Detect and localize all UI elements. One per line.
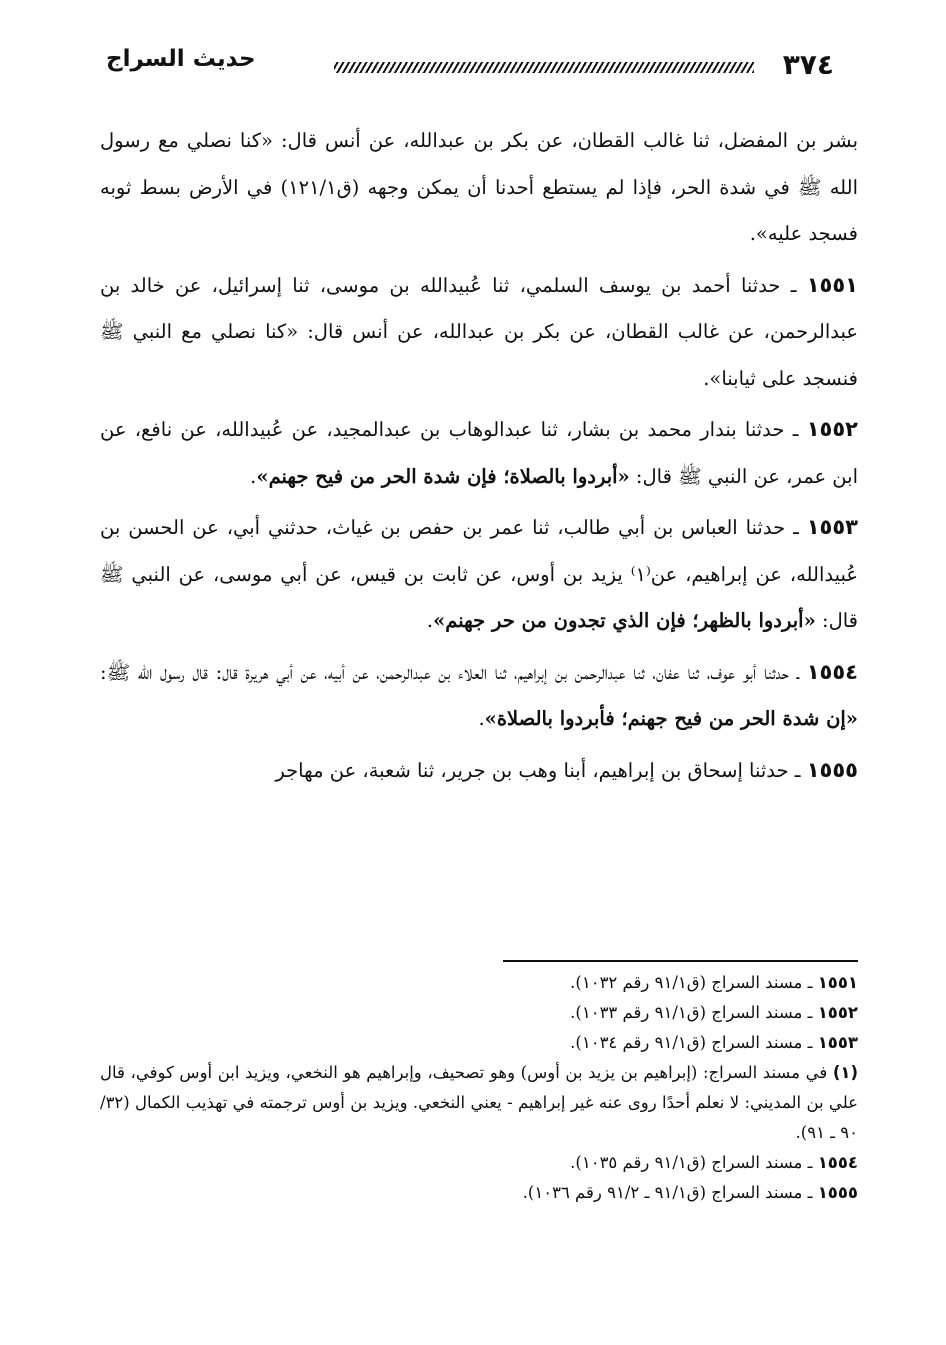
footnote-1551 [100, 968, 858, 998]
footnote-text: في مسند السراج: (إبراهيم بن يزيد بن أوس) وهو تصحيف، وإبراهيم هو النخعي، ويزيد ابن أوس كوفي، قال علي بن المديني: لا نعلم أحدًا روى عنه غير إبراهيم - يعني النخعي. ويزيد بن أوس ترجمته في تهذيب الكمال (٣٢/ ٩٠ ـ ٩١). [100, 1063, 858, 1142]
paragraph-text: . [478, 707, 485, 730]
hadith-1554 [100, 649, 858, 743]
footnote-1553 [100, 1028, 858, 1058]
footnote-text: ـ مسند السراج (ق٩١/١ ـ ٩١/٢ رقم ١٠٣٦). [522, 1183, 818, 1202]
footnote-1552 [100, 998, 858, 1028]
header-ornament [334, 62, 754, 73]
page-number: ٣٧٤ [782, 48, 834, 81]
hadith-number: ١٥٥٥ [806, 757, 858, 782]
paragraph-text: ـ حدثنا إسحاق بن إبراهيم، أبنا وهب بن جرير، ثنا شعبة، عن مهاجر [275, 758, 807, 782]
footnote-1554 [100, 1148, 858, 1178]
main-text [100, 118, 858, 798]
footnote-1 [100, 1058, 858, 1148]
footnote-number: ١٥٥٣ [817, 1033, 858, 1052]
paragraph-text: ـ حدثنا بندار محمد بن بشار، ثنا عبدالوهاب بن عبدالمجيد، عن عُبيدالله، عن نافع، عن ابن عمر، عن النبي ﷺ قال: [100, 418, 858, 488]
hadith-number: ١٥٥٣ [806, 515, 858, 539]
running-title: حديث السراج [106, 46, 256, 72]
paragraph-text: . [250, 464, 257, 488]
footnote-text: ـ مسند السراج (ق٩١/١ رقم ١٠٣٤). [570, 1033, 818, 1052]
footnote-text: ـ مسند السراج (ق٩١/١ رقم ١٠٣٢). [570, 973, 818, 992]
hadith-matn-bold: «إن شدة الحر من فيح جهنم؛ فأبردوا بالصلاة» [484, 707, 858, 730]
footnote-number: ١٥٥١ [817, 973, 858, 992]
footnote-number: (١) [832, 1063, 858, 1082]
hadith-1552 [100, 406, 858, 500]
hadith-1551 [100, 262, 858, 403]
paragraph-text: ـ حدثنا أحمد بن يوسف السلمي، ثنا عُبيدالله بن موسى، ثنا إسرائيل، عن خالد بن عبدالرحمن، عن غالب القطان، عن بكر بن عبدالله، عن أنس قال: «كنا نصلي مع النبي ﷺ فنسجد على ثيابنا». [100, 273, 858, 390]
hadith-matn-bold: «أبردوا بالظهر؛ فإن الذي تجدون من حر جهنم» [433, 609, 816, 632]
footnote-1555 [100, 1178, 858, 1208]
footnote-separator [503, 960, 858, 962]
hadith-1555 [100, 747, 858, 795]
footnote-number: ١٥٥٤ [817, 1153, 858, 1172]
footnote-text: ـ مسند السراج (ق٩١/١ رقم ١٠٣٥). [570, 1153, 818, 1172]
hadith-matn-bold: «أبردوا بالصلاة؛ فإن شدة الحر من فيح جهنم» [256, 464, 630, 488]
footnote-number: ١٥٥٥ [817, 1183, 858, 1202]
footnote-number: ١٥٥٢ [817, 1003, 858, 1022]
paragraph-text: ـ حدثنا العباس بن أبي طالب، ثنا عمر بن حفص بن غياث، حدثني أبي، عن الحسن بن عُبيدالله، عن إبراهيم، عن⁽١⁾ يزيد بن أوس، عن ثابت بن قيس، عن أبي موسى، عن النبي ﷺ قال: [100, 516, 858, 632]
footnotes [100, 968, 858, 1208]
footnote-text: ـ مسند السراج (ق٩١/١ رقم ١٠٣٣). [570, 1003, 818, 1022]
hadith-number: ١٥٥٢ [806, 417, 858, 441]
paragraph-text: بشر بن المفضل، ثنا غالب القطان، عن بكر بن عبدالله، عن أنس قال: «كنا نصلي مع رسول الله ﷺ في شدة الحر، فإذا لم يستطع أحدنا أن يمكن وجهه (ق١٢١/١) في الأرض بسط ثوبه فسجد عليه». [100, 129, 858, 245]
paragraph-continuation [100, 118, 858, 258]
hadith-number: ١٥٥١ [806, 272, 858, 297]
paragraph-text: ـ حدثنا أبو عوف، ثنا عفان، ثنا عبدالرحمن بن إبراهيم، ثنا العلاء بن عبدالرحمن، عن أبيه، عن أبي هريرة قال: قال رسول الله ﷺ: [100, 660, 807, 684]
hadith-number: ١٥٥٤ [806, 659, 858, 684]
page-header [100, 44, 846, 84]
paragraph-text: . [426, 609, 434, 632]
hadith-1553 [100, 504, 858, 645]
